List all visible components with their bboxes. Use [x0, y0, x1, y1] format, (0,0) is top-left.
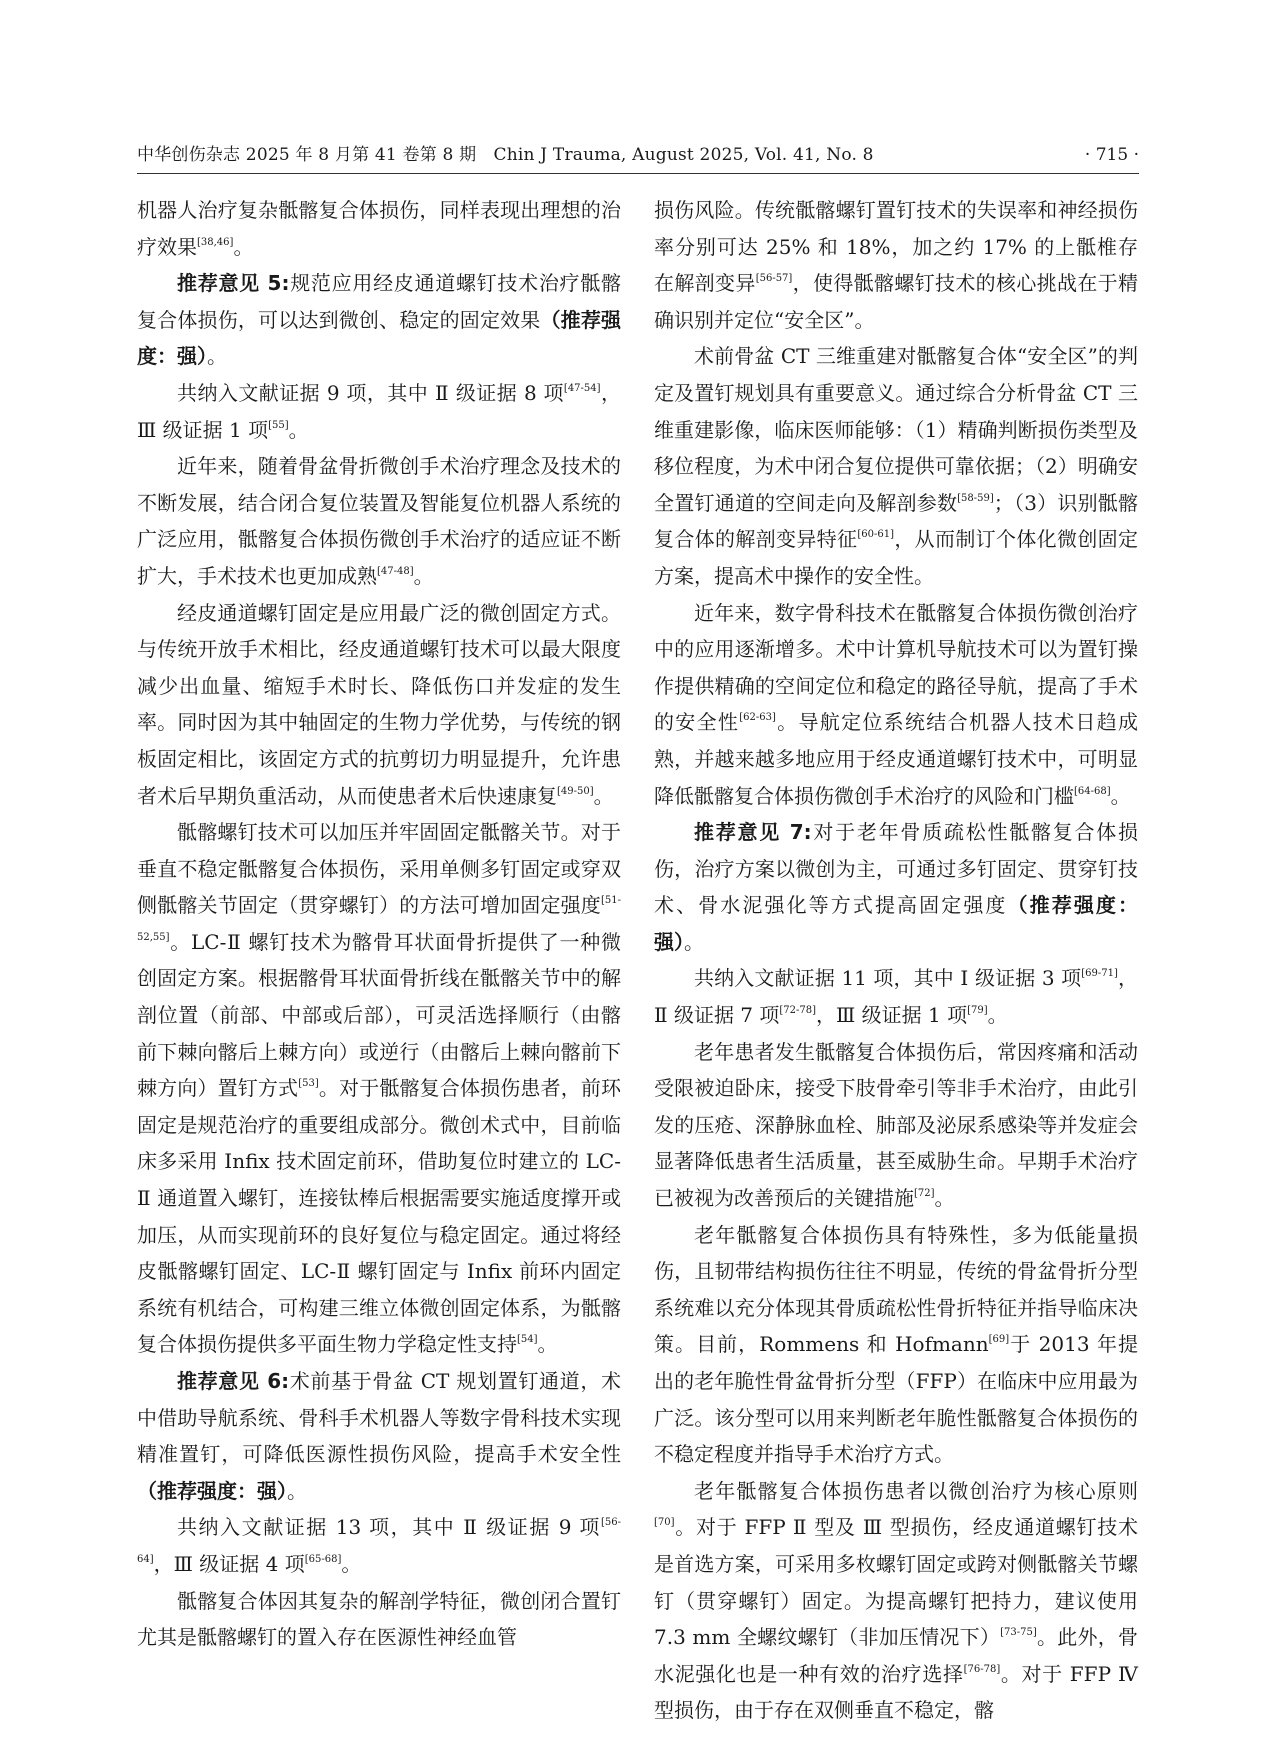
body-text: 共纳入文献证据 13 项，其中 Ⅱ 级证据 9 项 — [177, 1515, 601, 1540]
body-text: 。对于 FFP Ⅱ 型及 Ⅲ 型损伤，经皮通道螺钉技术是首选方案，可采用多枚螺钉固定或跨对侧骶髂关节螺钉（贯穿螺钉）固定。为提高螺钉把持力，建议使用 7.3 mm 全螺纹螺钉（非加压情况下） — [654, 1515, 1138, 1650]
paragraph — [137, 595, 621, 815]
body-text: 。 — [537, 1332, 558, 1357]
bold-text: （推荐强度：强） — [654, 893, 1139, 954]
bold-text: （推荐强度：强） — [137, 1478, 287, 1503]
bold-text: 推荐意见 7: — [694, 820, 812, 845]
paragraph — [654, 1034, 1138, 1217]
body-text: 近年来，随着骨盆骨折微创手术治疗理念及技术的不断发展，结合闭合复位装置及智能复位机器人系统的广泛应用，骶髂复合体损伤微创手术治疗的适应证不断扩大，手术技术也更加成熟 — [137, 454, 621, 588]
paragraph — [137, 448, 621, 594]
body-text: 老年骶髂复合体损伤患者以微创治疗为核心原则 — [694, 1478, 1138, 1503]
citation-ref: [47-54] — [563, 382, 601, 394]
body-text: 机器人治疗复杂骶髂复合体损伤，同样表现出理想的治疗效果 — [137, 198, 621, 259]
body-text: 。 — [288, 417, 309, 442]
citation-ref: [69-71] — [1081, 968, 1118, 980]
citation-ref: [72] — [914, 1188, 935, 1200]
citation-ref: [38,46] — [197, 236, 234, 248]
body-text: ，使得骶髂螺钉技术的核心挑战在于精确识别并定位“安全区”。 — [654, 271, 1139, 332]
paragraph — [137, 1509, 621, 1582]
paragraph — [137, 265, 621, 375]
citation-ref: [62-63] — [739, 712, 776, 724]
citation-ref: [73-75] — [1000, 1627, 1037, 1639]
paragraph — [654, 960, 1138, 1033]
paragraph — [654, 595, 1138, 815]
citation-ref: [76-78] — [963, 1663, 1001, 1675]
body-text: 。 — [207, 344, 227, 369]
paragraph — [137, 1363, 621, 1509]
body-text: 。对于骶髂复合体损伤患者，前环固定是规范治疗的重要组成部分。微创术式中，目前临床多采用 Infix 技术固定前环，借助复位时建立的 LC-Ⅱ 通道置入螺钉，连接钛棒后根据需要实施适度撑开或加压，从而实现前环的良好复位与稳定固定。通过将经皮骶髂螺钉固定、LC-Ⅱ 螺钉固定与 Infix 前环内固定系统有机结合，可构建三维立体微创固定体系，为骶髂复合体损伤提供多平面生物力学稳定性支持 — [137, 1076, 622, 1357]
citation-ref: [49-50] — [557, 785, 594, 797]
body-text: 骶髂复合体因其复杂的解剖学特征，微创闭合置钉尤其是骶髂螺钉的置入存在医源性神经血管 — [137, 1588, 621, 1650]
body-text: 。 — [233, 234, 254, 259]
paragraph — [654, 192, 1138, 338]
citation-ref: [55] — [268, 419, 289, 431]
citation-ref: [54] — [517, 1334, 538, 1346]
body-text: 。对于 FFP Ⅳ 型损伤，由于存在双侧垂直不稳定，髂 — [654, 1661, 1138, 1723]
citation-ref: [69] — [988, 1334, 1010, 1346]
right-column — [654, 192, 1138, 1729]
body-text: 。 — [287, 1478, 307, 1503]
citation-ref: [56-57] — [755, 273, 793, 285]
body-text: 。 — [1110, 783, 1131, 808]
paragraph — [137, 375, 621, 448]
bold-text: （推荐强度：强） — [137, 307, 622, 369]
citation-ref: [53] — [298, 1078, 319, 1090]
body-text: 近年来，数字骨科技术在骶髂复合体损伤微创治疗中的应用逐渐增多。术中计算机导航技术可以为置钉操作提供精确的空间定位和稳定的路径导航，提高了手术的安全性 — [654, 600, 1138, 735]
body-text: 老年骶髂复合体损伤具有特殊性，多为低能量损伤，且韧带结构损伤往往不明显，传统的骨盆骨折分型系统难以充分体现其骨质疏松性骨折特征并指导临床决策。目前，Rommens 和 Hofmann — [654, 1222, 1138, 1357]
bold-text: 推荐意见 5: — [177, 271, 290, 296]
body-text: 损伤风险。传统骶髂螺钉置钉技术的失误率和神经损伤率分别可达 25% 和 18%，加之约 17% 的上骶椎存在解剖变异 — [654, 198, 1138, 296]
body-text: 老年患者发生骶髂复合体损伤后，常因疼痛和活动受限被迫卧床，接受下肢骨牵引等非手术治疗，由此引发的压疮、深静脉血栓、肺部及泌尿系感染等并发症会显著降低患者生活质量，甚至威胁生命。早期手术治疗已被视为改善预后的关键措施 — [654, 1039, 1138, 1211]
body-text: ，Ⅲ 级证据 4 项 — [153, 1551, 305, 1576]
body-text: 。导航定位系统结合机器人技术日趋成熟，并越来越多地应用于经皮通道螺钉技术中，可明显降低骶髂复合体损伤微创手术治疗的风险和门槛 — [654, 710, 1139, 808]
body-text: 。 — [684, 929, 704, 954]
body-text: 经皮通道螺钉固定是应用最广泛的微创固定方式。与传统开放手术相比，经皮通道螺钉技术可以最大限度减少出血量、缩短手术时长、降低伤口并发症的发生率。同时因为其中轴固定的生物力学优势，与传统的钢板固定相比，该固定方式的抗剪切力明显提升，允许患者术后早期负重活动，从而使患者术后快速康复 — [137, 600, 621, 808]
body-text: 术前基于骨盆 CT 规划置钉通道，术中借助导航系统、骨科手术机器人等数字骨科技术实现精准置钉，可降低医源性损伤风险，提高手术安全性 — [137, 1369, 621, 1467]
body-text: 术前骨盆 CT 三维重建对骶髂复合体“安全区”的判定及置钉规划具有重要意义。通过综合分析骨盆 CT 三维重建影像，临床医师能够：（1）精确判断损伤类型及移位程度，为术中闭合复位提供可靠依据；（2）明确安全置钉通道的空间走向及解剖参数 — [654, 344, 1138, 515]
citation-ref: [58-59] — [957, 492, 994, 504]
left-column — [137, 192, 621, 1656]
body-text: ，从而制订个体化微创固定方案，提高术中操作的安全性。 — [654, 527, 1139, 588]
citation-ref: [70] — [654, 1517, 675, 1529]
citation-ref: [72-78] — [779, 1005, 817, 1017]
citation-ref: [56-64] — [137, 1517, 621, 1565]
body-text: 。 — [341, 1551, 362, 1576]
body-text: 。 — [593, 783, 614, 808]
running-header — [137, 141, 1139, 174]
citation-ref: [60-61] — [857, 529, 894, 541]
page-number: · 715 · — [1084, 145, 1139, 165]
paragraph — [654, 1473, 1138, 1729]
journal-citation: 中华创伤杂志 2025 年 8 月第 41 卷第 8 期 Chin J Trauma, August 2025, Vol. 41, No. 8 — [137, 145, 874, 165]
body-text: 。此外，骨水泥强化也是一种有效的治疗选择 — [654, 1625, 1139, 1686]
body-text: ，Ⅲ 级证据 1 项 — [816, 1003, 968, 1028]
body-text: ，Ⅱ 级证据 7 项 — [654, 966, 1139, 1028]
paragraph — [137, 814, 621, 1363]
body-text: ，Ⅲ 级证据 1 项 — [137, 380, 622, 442]
body-text: 共纳入文献证据 11 项，其中 Ⅰ 级证据 3 项 — [694, 966, 1082, 991]
paragraph — [654, 1217, 1138, 1473]
body-text: 。 — [413, 563, 434, 588]
citation-ref: [51-52,55] — [137, 895, 621, 943]
body-text: ；（3）识别骶髂复合体的解剖变异特征 — [654, 490, 1138, 552]
body-text: 规范应用经皮通道螺钉技术治疗骶髂复合体损伤，可以达到微创、稳定的固定效果 — [137, 271, 621, 332]
paragraph — [654, 814, 1138, 960]
paragraph — [137, 1583, 621, 1656]
body-text: 。 — [987, 1003, 1008, 1028]
paragraph — [654, 338, 1138, 594]
citation-ref: [64-68] — [1074, 785, 1111, 797]
bold-text: 推荐意见 6: — [177, 1369, 290, 1393]
paragraph — [137, 192, 621, 265]
citation-ref: [79] — [967, 1005, 988, 1017]
body-text: 。LC-Ⅱ 螺钉技术为髂骨耳状面骨折提供了一种微创固定方案。根据髂骨耳状面骨折线在骶髂关节中的解剖位置（前部、中部或后部），可灵活选择顺行（由髂前下棘向髂后上棘方向）或逆行（由髂后上棘向髂前下棘方向）置钉方式 — [137, 929, 621, 1101]
body-text: 。 — [934, 1186, 955, 1211]
citation-ref: [47-48] — [377, 565, 414, 577]
citation-ref: [65-68] — [304, 1553, 342, 1565]
body-text: 对于老年骨质疏松性骶髂复合体损伤，治疗方案以微创为主，可通过多钉固定、贯穿钉技术、骨水泥强化等方式提高固定强度 — [654, 820, 1138, 918]
body-text: 骶髂螺钉技术可以加压并牢固固定骶髂关节。对于垂直不稳定骶髂复合体损伤，采用单侧多钉固定或穿双侧骶髂关节固定（贯穿螺钉）的方法可增加固定强度 — [137, 820, 621, 918]
body-text: 共纳入文献证据 9 项，其中 Ⅱ 级证据 8 项 — [177, 380, 564, 405]
body-text: 于 2013 年提出的老年脆性骨盆骨折分型（FFP）在临床中应用最为广泛。该分型可以用来判断老年脆性骶髂复合体损伤的不稳定程度并指导手术治疗方式。 — [654, 1332, 1138, 1467]
